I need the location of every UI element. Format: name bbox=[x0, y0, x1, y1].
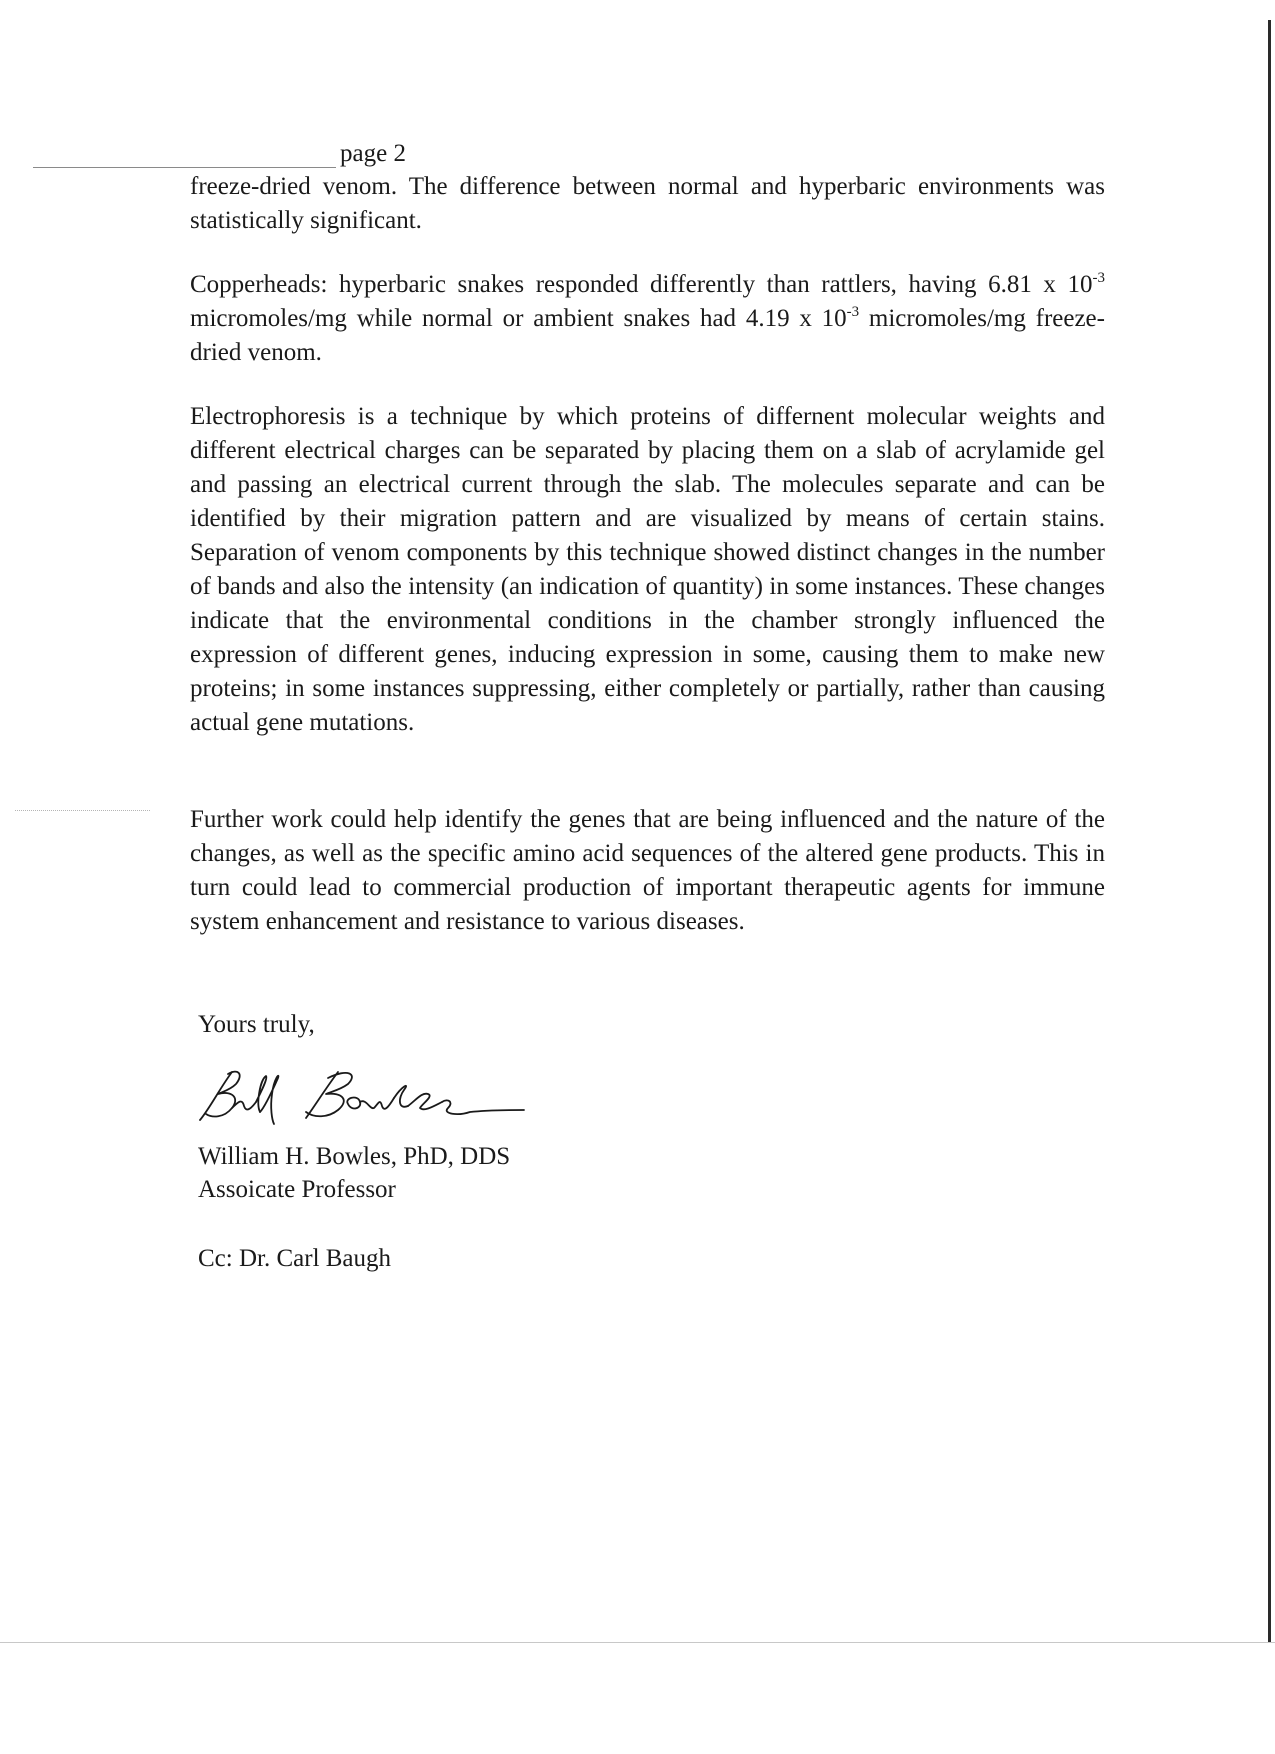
signature-name bbox=[200, 1074, 447, 1120]
signatory-block bbox=[198, 1140, 510, 1206]
salutation: Yours truly, bbox=[198, 1011, 315, 1038]
page-number: page 2 bbox=[340, 140, 406, 167]
paragraph-further-work: Further work could help identify the genes that are being influenced and the nature of the changes, as well as the specific amino acid sequences of the altered gene products. This in turn could lead to commercial production of important therapeutic agents for immune system enhancement and resistance to various diseases. bbox=[190, 806, 1105, 935]
exponent-2: -3 bbox=[846, 304, 860, 320]
signatory-title: Assoicate Professor bbox=[198, 1176, 396, 1203]
signature bbox=[198, 1068, 528, 1130]
paragraph-copperheads bbox=[190, 268, 1105, 370]
copperheads-text-2: micromoles/mg while normal or ambient snakes had 4.19 x 10 bbox=[190, 305, 847, 332]
exponent-1: -3 bbox=[1092, 270, 1105, 286]
margin-mark bbox=[15, 810, 150, 811]
scan-edge-horizontal-line bbox=[0, 1642, 1275, 1643]
paragraph-conclusion-rattlers: freeze-dried venom. The difference between normal and hyperbaric environments was statistically significant. bbox=[190, 173, 1105, 234]
paragraph-electrophoresis: Electrophoresis is a technique by which proteins of differnent molecular weights and different electrical charges can be separated by placing them on a slab of acrylamide gel and passing an electrical current through the slab. The molecules separate and can be identified by their migration pattern and are visualized by means of certain stains. Separation of venom components by this technique showed distinct changes in the number of bands and also the intensity (an indication of quantity) in some instances. These changes indicate that the environmental conditions in the chamber strongly influenced the expression of different genes, inducing expression in some, causing them to make new proteins; in some instances suppressing, either completely or partially, rather than causing actual gene mutations. bbox=[190, 403, 1105, 736]
copperheads-text-3: micromoles/mg freeze-dried venom. bbox=[190, 305, 1105, 366]
carbon-copy-line: Cc: Dr. Carl Baugh bbox=[198, 1245, 392, 1272]
header-rule bbox=[33, 167, 336, 168]
signatory-name: William H. Bowles, PhD, DDS bbox=[198, 1143, 511, 1170]
copperheads-text-1: Copperheads: hyperbaric snakes responded differently than rattlers, having 6.81 x 10 bbox=[190, 271, 1093, 298]
scan-edge-vertical-line bbox=[1268, 20, 1271, 1642]
